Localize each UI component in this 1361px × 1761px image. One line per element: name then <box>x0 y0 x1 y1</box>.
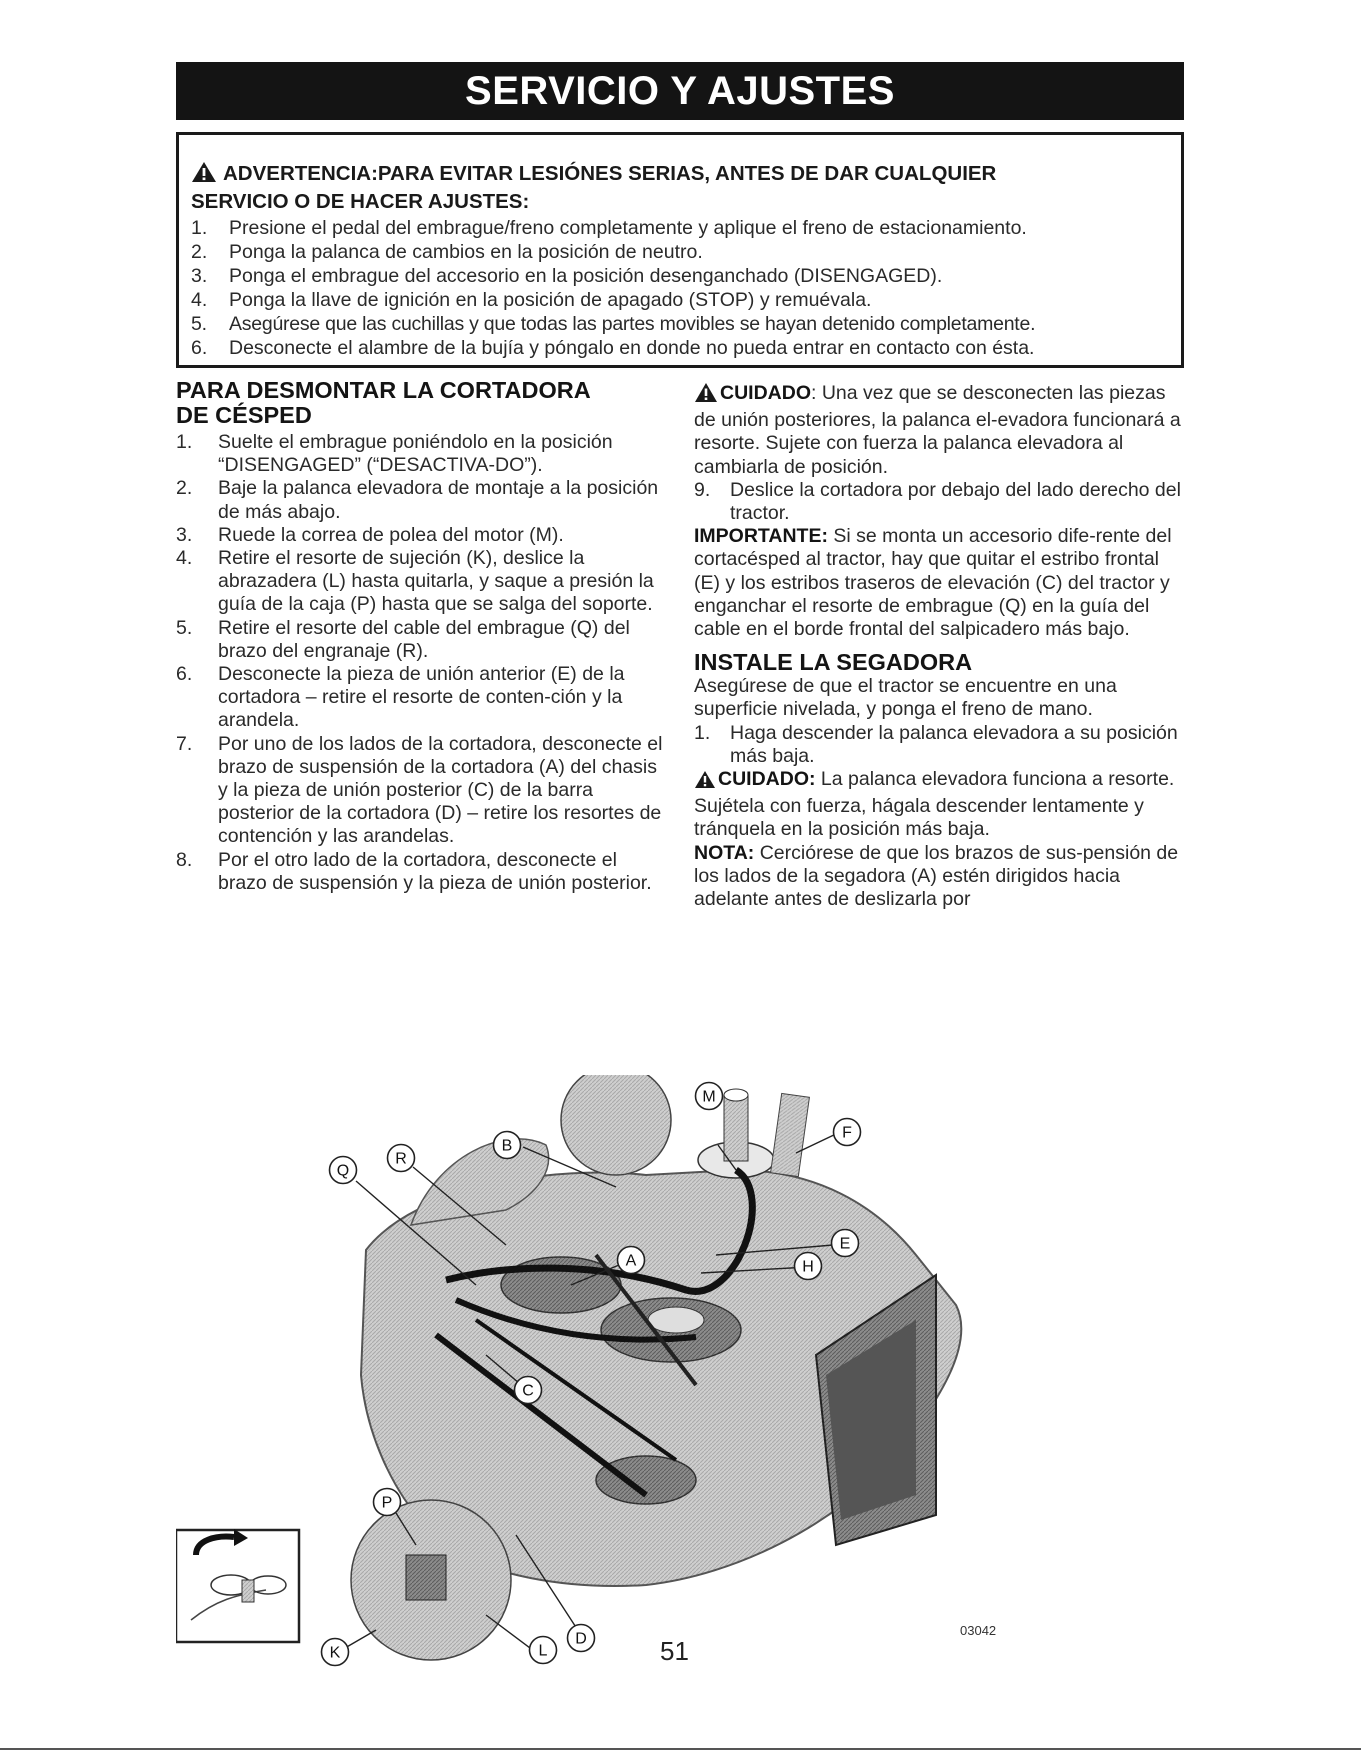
svg-text:M: M <box>702 1088 716 1106</box>
svg-text:L: L <box>538 1642 548 1660</box>
warning-icon <box>694 382 718 409</box>
svg-text:Q: Q <box>336 1162 350 1180</box>
svg-text:A: A <box>625 1252 637 1270</box>
slide-step <box>694 479 1184 525</box>
list-item: 2. Baje la palanca elevadora de montaje a la posición de más abajo. <box>176 477 659 523</box>
svg-text:C: C <box>522 1382 534 1400</box>
list-item: 4. Ponga la llave de ignición en la posición de apagado (STOP) y remuévala. <box>191 289 872 311</box>
list-item: 5. Retire el resorte del cable del embrague (Q) del brazo del engranaje (R). <box>176 616 630 662</box>
svg-text:R: R <box>395 1150 407 1168</box>
warning-icon <box>694 770 716 795</box>
list-item: 6. Desconecte la pieza de unión anterior (E) de la cortadora – retire el resorte de conten-ción y la arandela. <box>176 663 625 732</box>
svg-text:P: P <box>381 1494 393 1512</box>
list-item: 9. Deslice la cortadora por debajo del lado derecho del tractor. <box>694 478 1181 525</box>
install-intro: Asegúrese de que el tractor se encuentre en una superficie nivelada, y ponga el freno de mano. <box>694 675 1117 721</box>
mower-deck-illustration <box>176 1075 1184 1670</box>
warning-box <box>176 132 1184 368</box>
svg-text:F: F <box>842 1124 852 1142</box>
svg-text:E: E <box>839 1235 851 1253</box>
page-number: 51 <box>660 1636 689 1666</box>
section-title: PARA DESMONTAR LA CORTADORA DE CÉSPED <box>176 377 591 428</box>
list-item: 1. Suelte el embrague poniéndolo en la posición “DISENGAGED” (“DESACTIVA-DO”). <box>176 431 613 477</box>
list-item: 7. Por uno de los lados de la cortadora, desconecte el brazo de suspensión de la cortadora (A) del chasis y la pieza de unión posterior (C) de la barra posterior de la cortadora (D) – retire los resortes de contención y las arandelas. <box>176 732 663 848</box>
important-paragraph: IMPORTANTE: Si se monta un accesorio dife-rente del cortacésped al tractor, hay que quitar el estribo frontal (E) y los estribos traseros de elevación (C) del tractor y enganchar el resorte de embrague (Q) en la guía del cable en el borde frontal del salpicadero más bajo. <box>694 525 1172 641</box>
svg-text:B: B <box>501 1137 513 1155</box>
list-item: 1. Presione el pedal del embrague/freno completamente y aplique el freno de estacionamiento. <box>191 217 1027 239</box>
caution-paragraph: CUIDADO: Una vez que se desconecten las piezas de unión posteriores, la palanca el-evadora funcionará a resorte. Sujete con fuerza la palanca elevadora al cambiarla de posición. <box>694 382 1181 478</box>
install-title: INSTALE LA SEGADORA <box>694 649 973 676</box>
list-item: 5. Asegúrese que las cuchillas y que todas las partes movibles se hayan detenido completamente. <box>191 313 1036 335</box>
svg-text:K: K <box>329 1644 341 1662</box>
svg-text:D: D <box>575 1630 587 1648</box>
warning-icon <box>191 161 217 189</box>
figure-code: 03042 <box>960 1623 997 1638</box>
caution-paragraph: CUIDADO: La palanca elevadora funciona a resorte. Sujétela con fuerza, hágala descender lentamente y tránquela en la posición más baja. <box>694 768 1175 841</box>
warning-list <box>191 216 1169 360</box>
page-title: SERVICIO Y AJUSTES <box>465 68 895 113</box>
list-item: 1. Haga descender la palanca elevadora a su posición más baja. <box>694 721 1178 767</box>
remove-steps <box>176 431 666 895</box>
install-steps <box>694 722 1184 768</box>
list-item: 3. Ruede la correa de polea del motor (M). <box>176 523 564 546</box>
list-item: 4. Retire el resorte de sujeción (K), deslice la abrazadera (L) hasta quitarla, y saque a presión la guía de la caja (P) hasta que se salga del soporte. <box>176 547 654 616</box>
list-item: 8. Por el otro lado de la cortadora, desconecte el brazo de suspensión y la pieza de unión posterior. <box>176 848 652 894</box>
list-item: 3. Ponga el embrague del accesorio en la posición desenganchado (DISENGAGED). <box>191 265 943 287</box>
warning-heading: ADVERTENCIA:PARA EVITAR LESIÓNES SERIAS, ANTES DE DAR CUALQUIER SERVICIO O DE HACER AJUSTES: <box>191 162 997 213</box>
remove-mower-section <box>176 378 666 895</box>
note-paragraph: NOTA: Cerciórese de que los brazos de sus-pensión de los lados de la segadora (A) estén dirigidos hacia adelante antes de deslizarla por <box>694 841 1179 911</box>
page-header <box>176 62 1184 120</box>
svg-text:H: H <box>802 1258 814 1276</box>
footer-divider <box>0 1748 1361 1750</box>
install-section <box>694 382 1184 911</box>
list-item: 6. Desconecte el alambre de la bujía y póngalo en donde no pueda entrar en contacto con ésta. <box>191 337 1035 359</box>
list-item: 2. Ponga la palanca de cambios en la posición de neutro. <box>191 241 703 263</box>
